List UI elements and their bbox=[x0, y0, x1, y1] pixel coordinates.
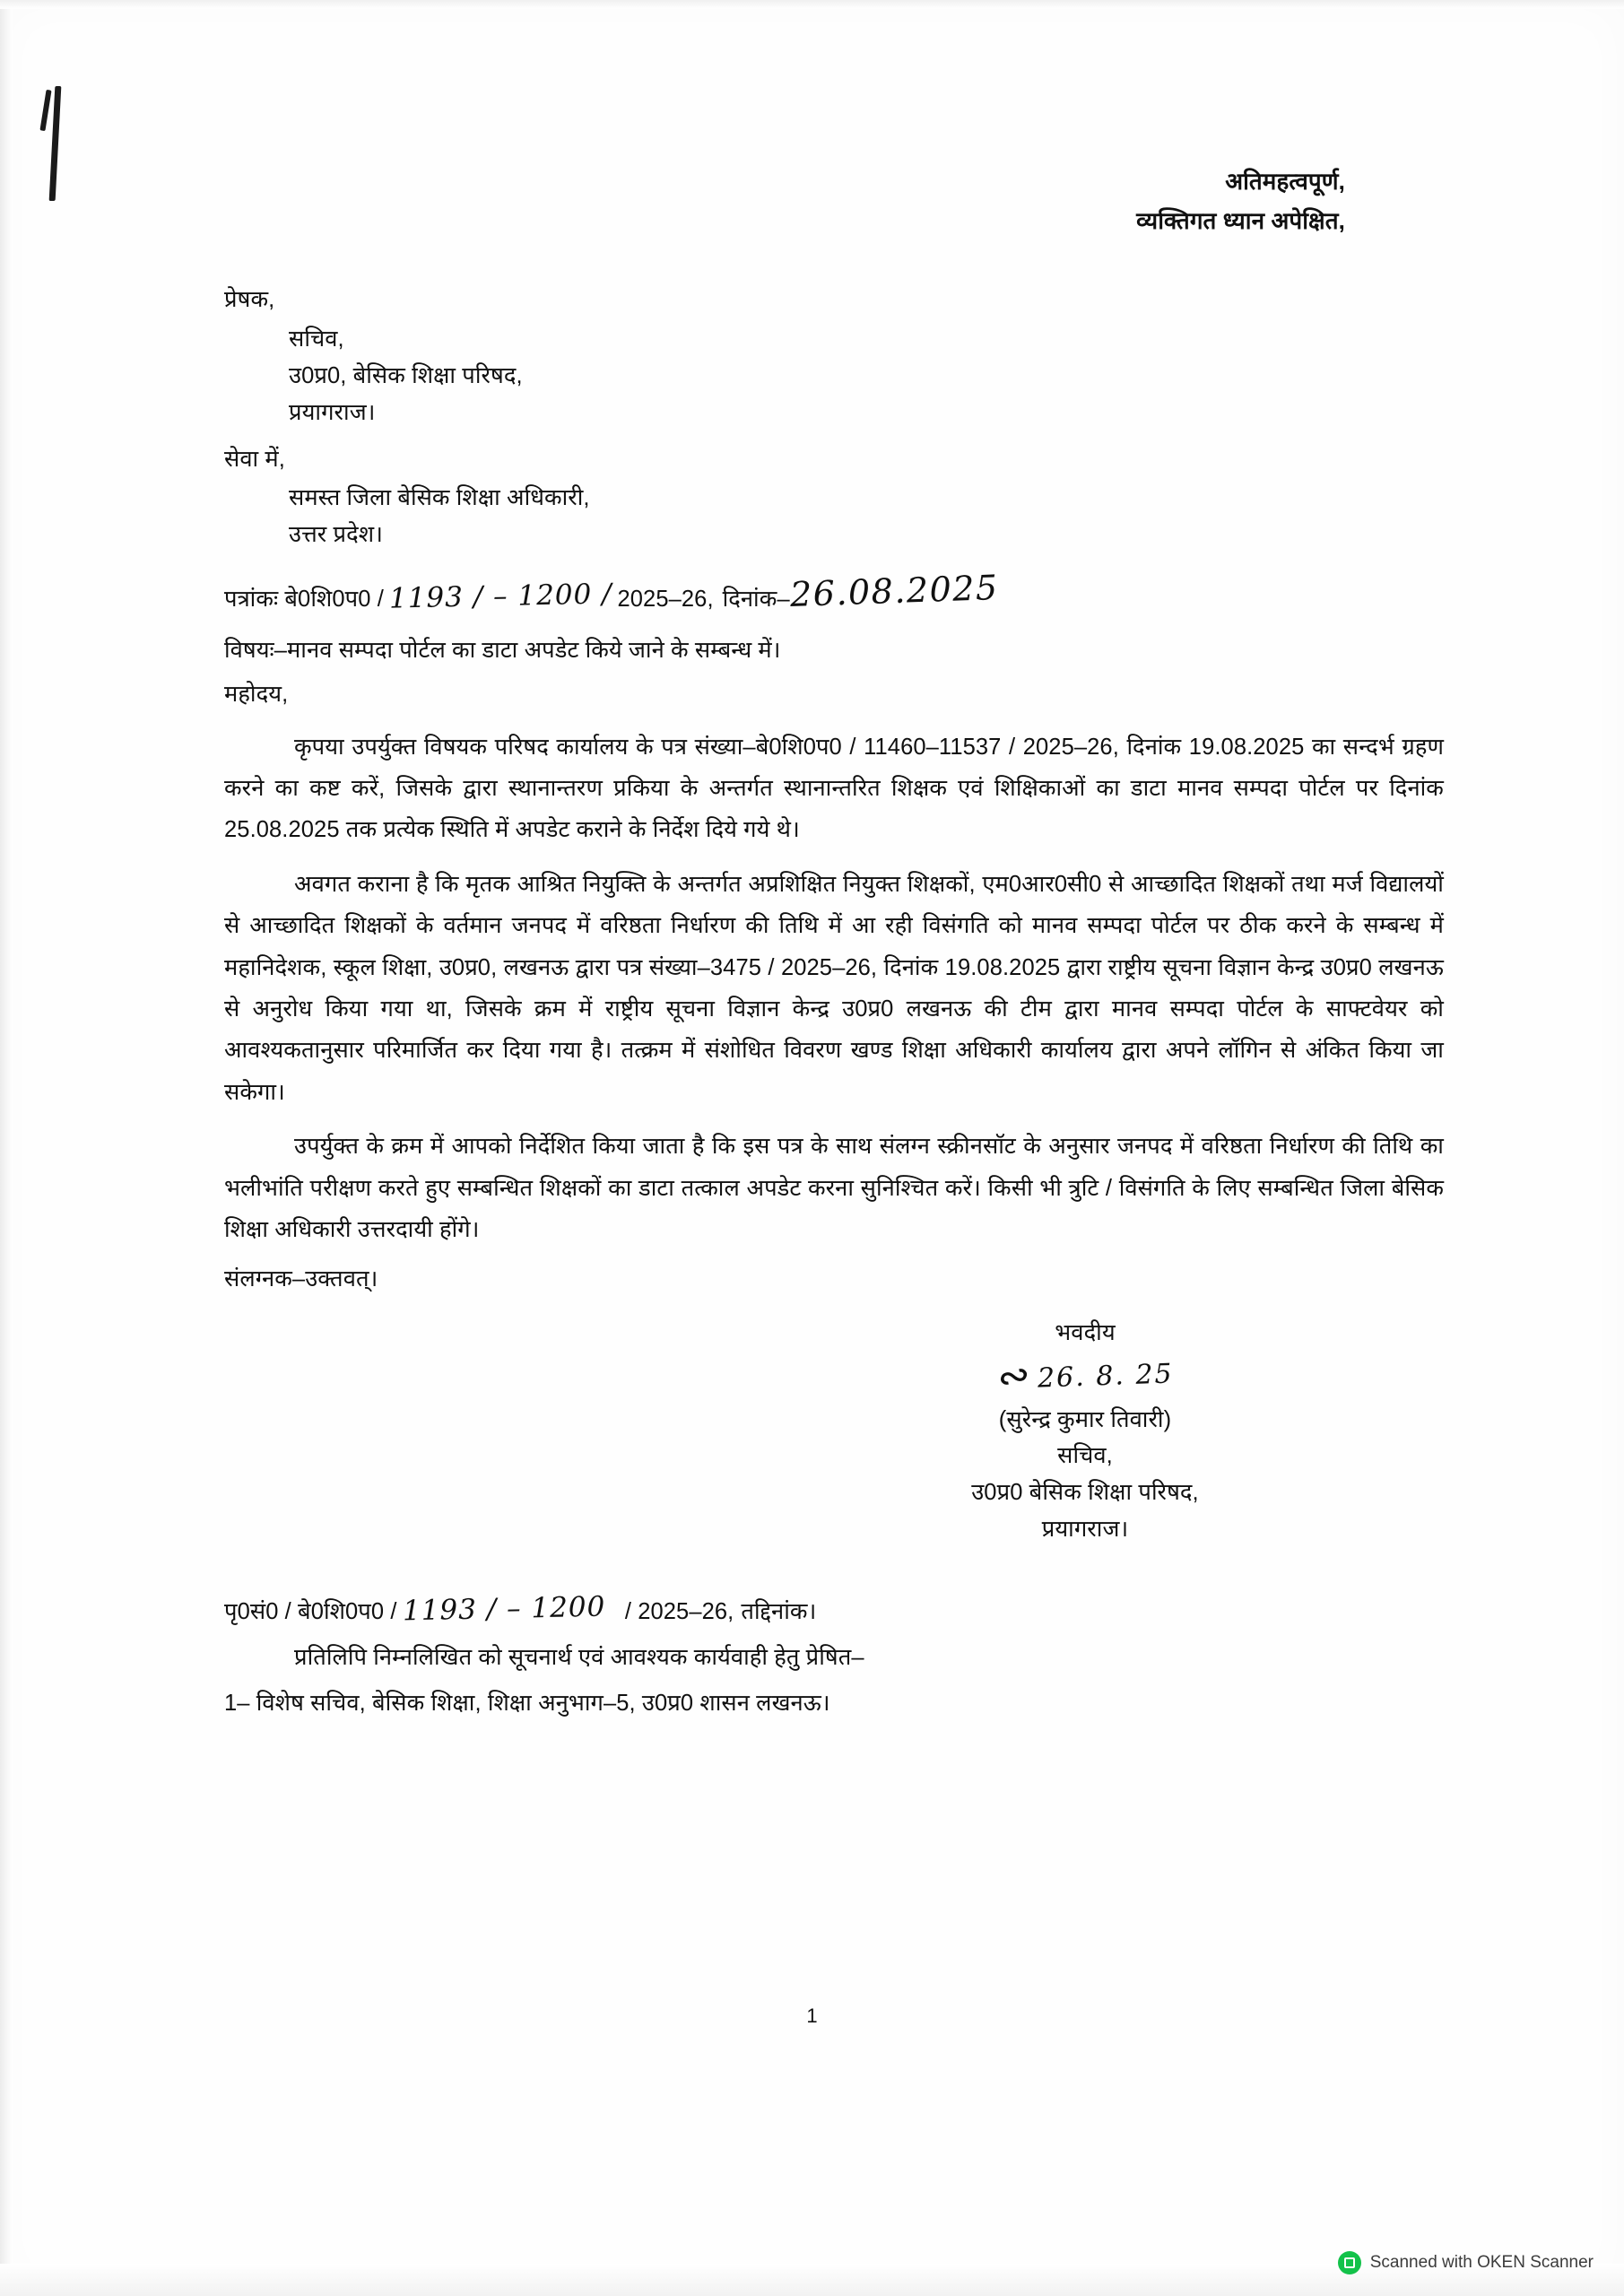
from-line-city: प्रयागराज। bbox=[289, 400, 376, 426]
scan-edge-top bbox=[0, 0, 1624, 9]
copy-item-1: 1– विशेष सचिव, बेसिक शिक्षा, शिक्षा अनुभाग–5, उ0प्र0 शासन लखनऊ। bbox=[224, 1691, 830, 1717]
from-label: प्रेषक, bbox=[224, 287, 275, 313]
copy-ref-year: / 2025–26, bbox=[624, 1598, 734, 1624]
letter-ref-year: 2025–26, bbox=[617, 587, 714, 613]
scanner-watermark bbox=[1338, 2251, 1594, 2274]
letter-body bbox=[224, 161, 1444, 1723]
to-label: सेवा में, bbox=[224, 446, 285, 472]
copy-reference-line bbox=[224, 1587, 1444, 1632]
copy-ref-prefix: पृ0सं0 / बे0शि0प0 / bbox=[224, 1598, 397, 1624]
copy-intro-line: प्रतिलिपि निम्नलिखित को सूचनार्थ एवं आवश्यक कार्यवाही हेतु प्रेषित– bbox=[294, 1644, 864, 1670]
copy-ref-date-label: तद्दिनांक। bbox=[741, 1598, 817, 1624]
signatory-name: (सुरेन्द्र कुमार तिवारी) bbox=[998, 1406, 1172, 1432]
to-line-recipient: समस्त जिला बेसिक शिक्षा अधिकारी, bbox=[289, 484, 590, 510]
page-number: 1 bbox=[806, 2005, 818, 2027]
from-line-office: उ0प्र0, बेसिक शिक्षा परिषद, bbox=[289, 362, 523, 388]
paragraph-1: कृपया उपर्युक्त विषयक परिषद कार्यालय के पत्र संख्या–बे0शि0प0 / 11460–11537 / 2025–26, दिनांक 19.08.2025 का सन्दर्भ ग्रहण करने का कष्ट करें, जिसके द्वारा स्थानान्तरण प्रकिया के अन्तर्गत स्थानान्तरित शिक्षक एवं शिक्षिकाओं का डाटा मानव सम्पदा पोर्टल पर दिनांक 25.08.2025 तक प्रत्येक स्थिति में अपडेट कराने के निर्देश दिये गये थे। bbox=[224, 734, 1444, 843]
to-line-state: उत्तर प्रदेश। bbox=[289, 522, 383, 548]
signature-date-handwritten: 26. 8. 25 bbox=[1037, 1357, 1174, 1395]
enclosure-note: संलग्नक–उक्तवत्। bbox=[224, 1266, 378, 1292]
letter-reference-line bbox=[224, 568, 1444, 623]
letter-ref-date-handwritten: 26.08.2025 bbox=[789, 568, 999, 615]
copy-ref-number-handwritten: 1193 / – 1200 bbox=[402, 1590, 606, 1628]
signature-yours-faithfully: भवदीय bbox=[1055, 1319, 1116, 1345]
tear-mark bbox=[43, 86, 66, 203]
subject-line: विषयः–मानव सम्पदा पोर्टल का डाटा अपडेट किये जाने के सम्बन्ध में। bbox=[224, 638, 781, 663]
header-note-urgent: अतिमहत्वपूर्ण, bbox=[1225, 168, 1345, 195]
header-note-personal-attention: व्यक्तिगत ध्यान अपेक्षित, bbox=[1136, 207, 1345, 235]
signature-mark bbox=[726, 1353, 1444, 1402]
letter-ref-prefix: पत्रांकः बे0शि0प0 / bbox=[224, 587, 384, 613]
salutation: महोदय, bbox=[224, 682, 289, 708]
signature-swirl-icon: ∾ bbox=[992, 1351, 1035, 1401]
paragraph-3: उपर्युक्त के क्रम में आपको निर्देशित किया जाता है कि इस पत्र के साथ संलग्न स्क्रीनसॉट के अनुसार जनपद में वरिष्ठता निर्धारण की तिथि का भलीभांति परीक्षण करते हुए सम्बन्धित शिक्षकों का डाटा तत्काल अपडेट करना सुनिश्चित करें। किसी भी त्रुटि / विसंगति के लिए सम्बन्धित जिला बेसिक शिक्षा अधिकारी उत्तरदायी होंगे। bbox=[224, 1134, 1444, 1243]
scanner-watermark-text: Scanned with OKEN Scanner bbox=[1369, 2253, 1594, 2272]
tear-mark-stroke-main bbox=[49, 86, 62, 201]
letter-ref-date-label: दिनांक– bbox=[722, 587, 790, 613]
signatory-designation: सचिव, bbox=[1057, 1443, 1113, 1469]
from-line-designation: सचिव, bbox=[289, 326, 344, 352]
signatory-city: प्रयागराज। bbox=[1041, 1516, 1129, 1542]
scan-edge-left bbox=[0, 0, 13, 2296]
signatory-office: उ0प्र0 बेसिक शिक्षा परिषद, bbox=[971, 1480, 1199, 1506]
signature-block bbox=[224, 1315, 1444, 1548]
letter-ref-number-handwritten: 1193 / – 1200 / bbox=[388, 578, 612, 616]
scanner-icon bbox=[1338, 2251, 1361, 2274]
paragraph-2: अवगत कराना है कि मृतक आश्रित नियुक्ति के अन्तर्गत अप्रशिक्षित नियुक्त शिक्षकों, एम0आर0सी0 से आच्छादित शिक्षकों तथा मर्ज विद्यालयों से आच्छादित शिक्षकों के वर्तमान जनपद में वरिष्ठता निर्धारण की तिथि में आ रही विसंगति को मानव सम्पदा पोर्टल पर ठीक करने के सम्बन्ध में महानिदेशक, स्कूल शिक्षा, उ0प्र0, लखनऊ द्वारा पत्र संख्या–3475 / 2025–26, दिनांक 19.08.2025 द्वारा राष्ट्रीय सूचना विज्ञान केन्द्र उ0प्र0 लखनऊ से अनुरोध किया गया था, जिसके क्रम में राष्ट्रीय सूचना विज्ञान केन्द्र उ0प्र0 लखनऊ की टीम द्वारा मानव सम्पदा पोर्टल के साफ्टवेयर को आवश्यकतानुसार परिमार्जित कर दिया गया है। तत्क्रम में संशोधित विवरण खण्ड शिक्षा अधिकारी कार्यालय द्वारा अपने लॉगिन से अंकित किया जा सकेगा। bbox=[224, 871, 1444, 1105]
header-notes bbox=[224, 161, 1345, 240]
